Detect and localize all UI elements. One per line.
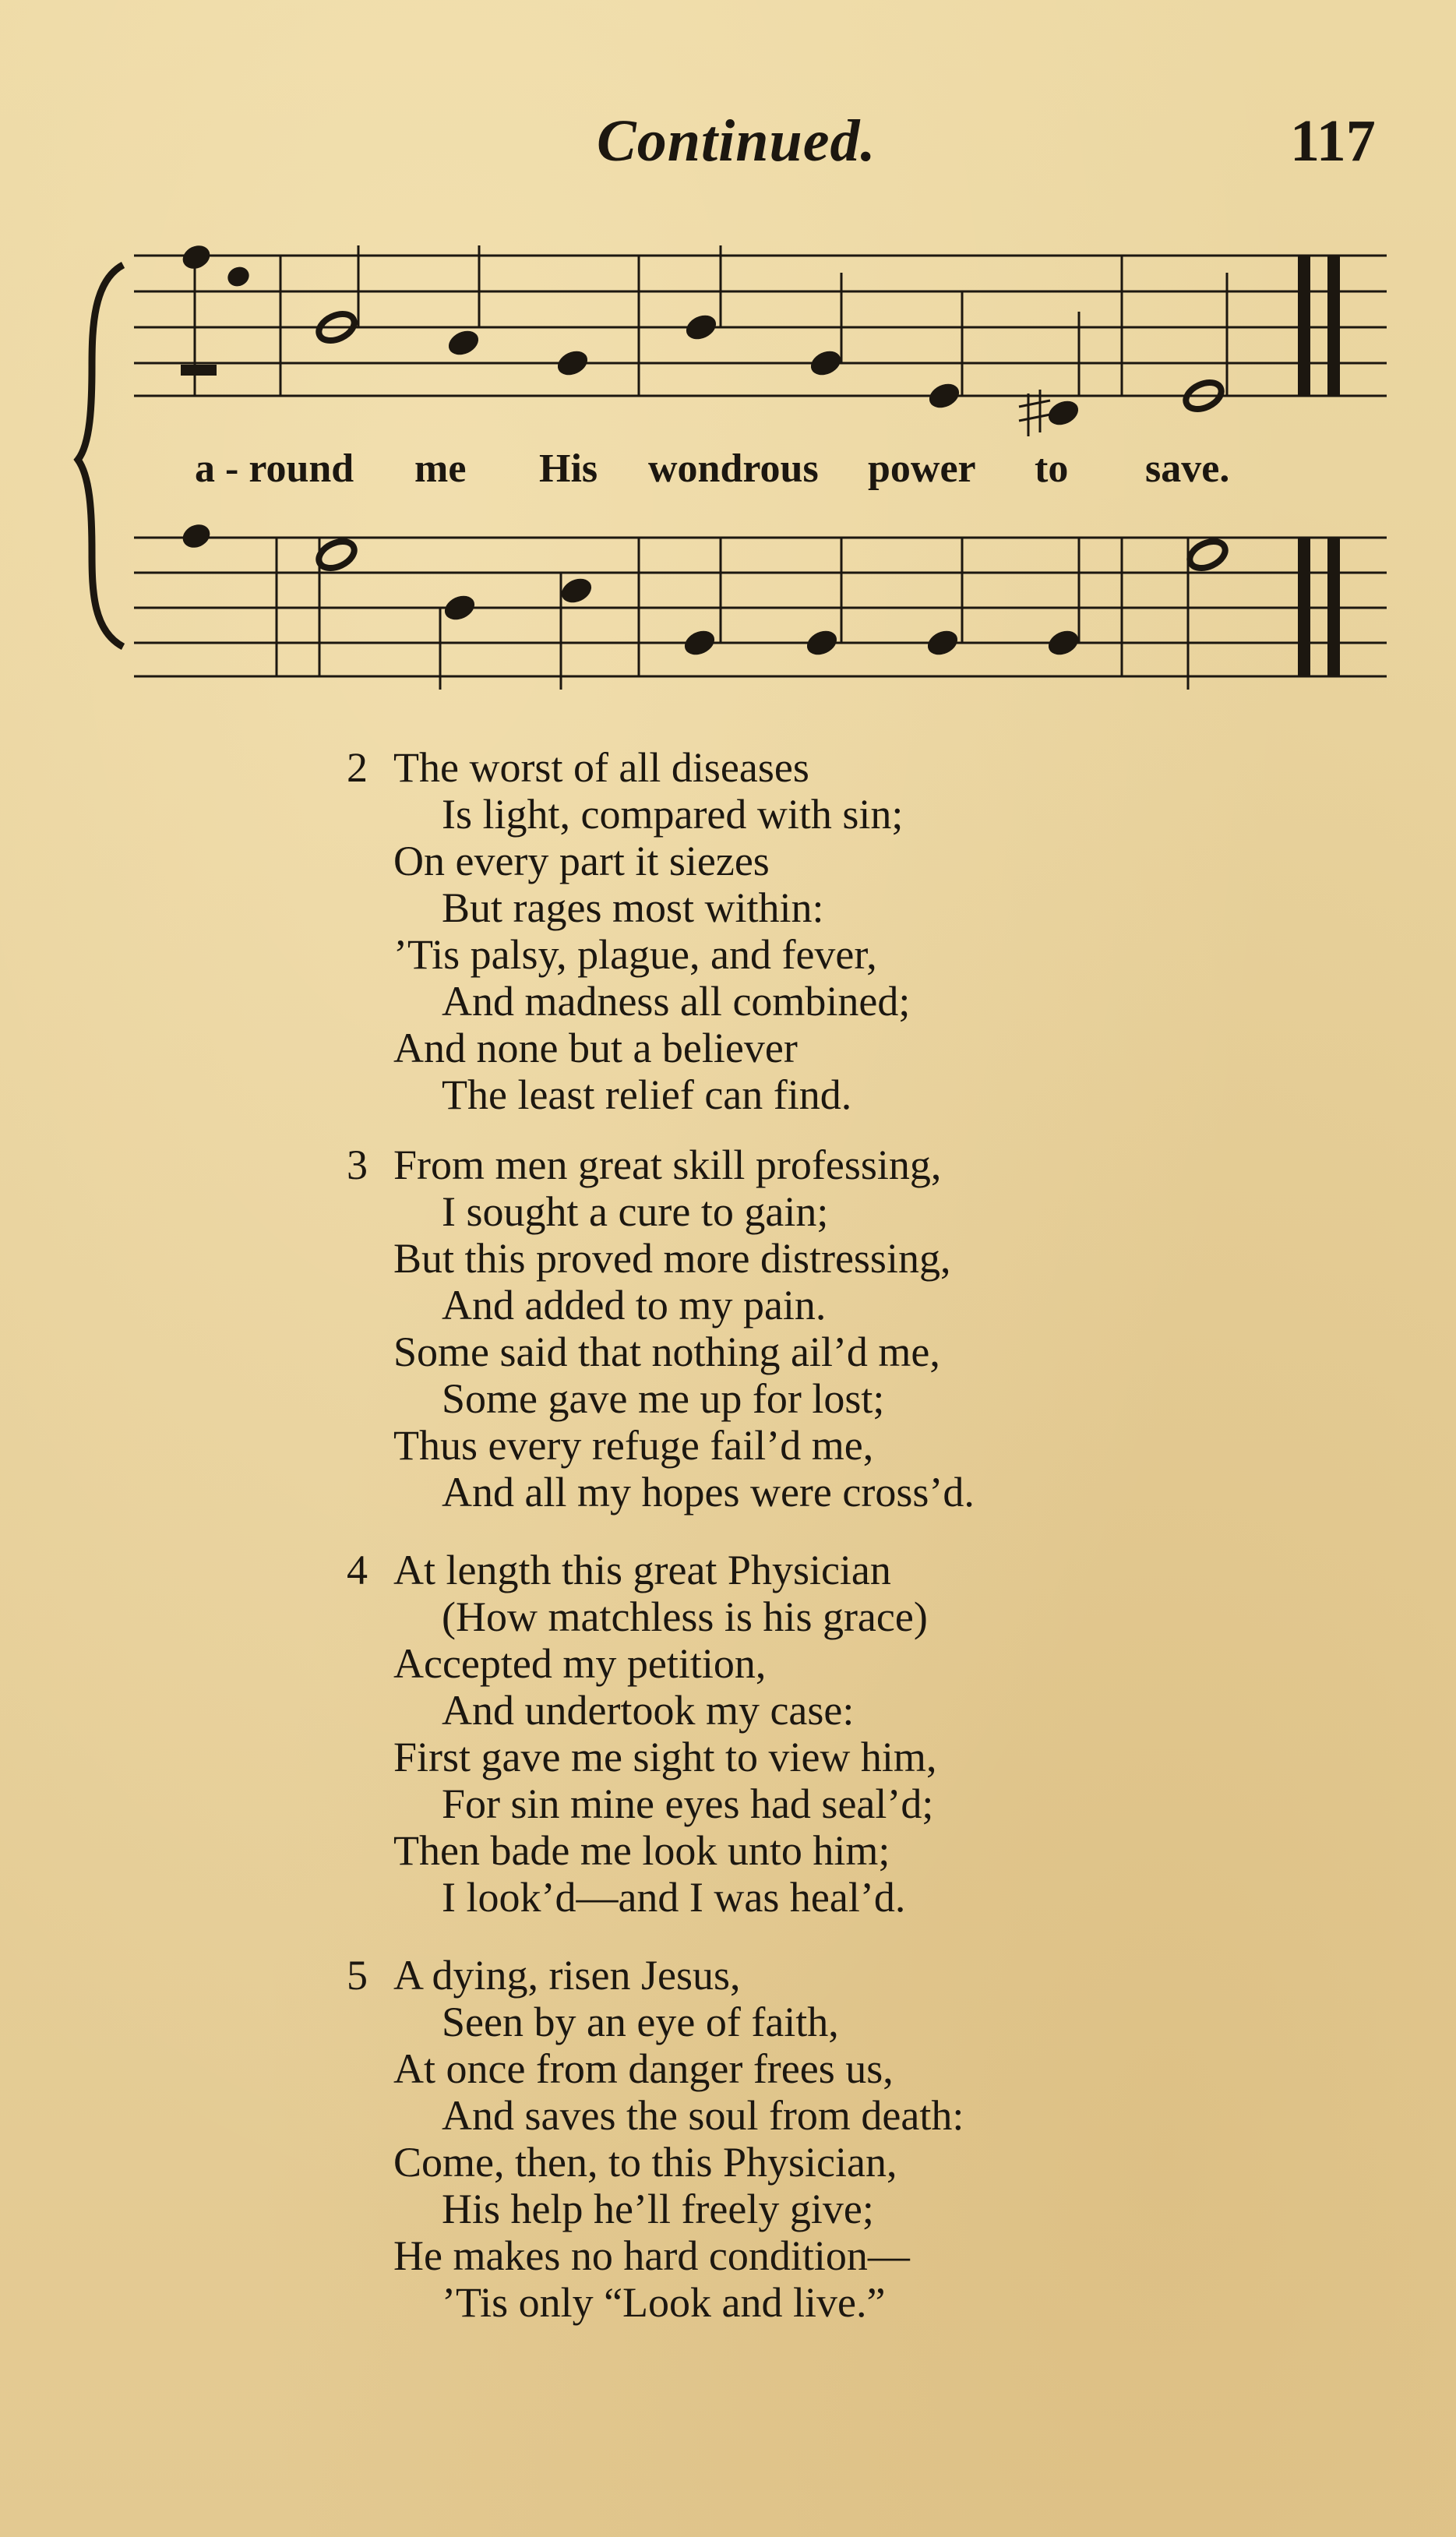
- lyric-syllable: wondrous: [648, 446, 819, 491]
- final-barline-lower: [1298, 538, 1310, 676]
- verse-line: For sin mine eyes had seal’d;: [442, 1780, 934, 1827]
- note: [1045, 626, 1082, 659]
- verse-line: First gave me sight to view him,: [393, 1734, 937, 1780]
- note: [924, 626, 961, 659]
- verse-line: And none but a believer: [393, 1025, 798, 1071]
- note: [682, 311, 720, 344]
- note: [807, 347, 844, 379]
- verse-line: Some said that nothing ail’d me,: [393, 1328, 940, 1375]
- running-head: Continued.: [597, 108, 876, 174]
- stanza-4: [347, 1547, 1266, 1921]
- verse-line: And saves the soul from death:: [442, 2092, 964, 2139]
- verse-line: ’Tis only “Look and live.”: [442, 2279, 886, 2326]
- stanza-3: [347, 1141, 1266, 1515]
- final-barline-upper: [1298, 256, 1310, 396]
- verse-line: At once from danger frees us,: [393, 2045, 894, 2092]
- verse-line: But this proved more distressing,: [393, 1235, 951, 1282]
- music-lyrics: [0, 446, 1456, 500]
- note: [1186, 536, 1229, 573]
- verse-line: And added to my pain.: [442, 1282, 827, 1328]
- lyric-syllable: me: [414, 446, 467, 491]
- verse-line: The worst of all diseases: [393, 744, 809, 791]
- note: [441, 591, 478, 624]
- note: [803, 626, 841, 659]
- verse-line: His help he’ll freely give;: [442, 2186, 874, 2232]
- music-score: [0, 0, 1456, 740]
- verse-line: (How matchless is his grace): [442, 1593, 928, 1640]
- lyric-syllable: save.: [1145, 446, 1230, 491]
- stanza-number: 2: [347, 744, 368, 791]
- verse-line: He makes no hard condition—: [393, 2232, 910, 2279]
- verse-line: And madness all combined;: [442, 978, 911, 1025]
- verse-line: And undertook my case:: [442, 1687, 855, 1734]
- stanza-number: 3: [347, 1141, 368, 1188]
- stanza-2: [347, 744, 1266, 1118]
- verse-line: Seen by an eye of faith,: [442, 1999, 839, 2045]
- note: [179, 242, 213, 273]
- note: [315, 536, 358, 573]
- lower-notes: [179, 520, 1229, 659]
- note: [179, 520, 213, 552]
- verse-line: ’Tis palsy, plague, and fever,: [393, 931, 877, 978]
- verse-line: Then bade me look unto him;: [393, 1827, 890, 1874]
- final-barline-upper-2: [1327, 256, 1340, 396]
- note: [925, 379, 963, 412]
- verse-line: But rages most within:: [442, 884, 824, 931]
- final-barline-lower-2: [1327, 538, 1340, 676]
- verse-line: Thus every refuge fail’d me,: [393, 1422, 874, 1469]
- note: [445, 326, 482, 359]
- verse-line: The least relief can find.: [442, 1071, 852, 1118]
- lyric-syllable: His: [539, 446, 598, 491]
- lyric-syllable: a - round: [195, 446, 354, 491]
- note: [224, 263, 252, 290]
- note: [681, 626, 718, 659]
- verse-line: A dying, risen Jesus,: [393, 1952, 741, 1999]
- verse-line: Is light, compared with sin;: [442, 791, 904, 838]
- verse-line: From men great skill professing,: [393, 1141, 942, 1188]
- stanza-5: [347, 1952, 1266, 2326]
- verse-line: And all my hopes were cross’d.: [442, 1469, 975, 1515]
- verse-line: Some gave me up for lost;: [442, 1375, 885, 1422]
- page-number: 117: [1290, 108, 1376, 174]
- note: [558, 574, 595, 607]
- note: [554, 347, 591, 379]
- verse-line: Come, then, to this Physician,: [393, 2139, 897, 2186]
- upper-notes: [179, 242, 1225, 429]
- rest: [181, 365, 217, 376]
- verse-line: At length this great Physician: [393, 1547, 891, 1593]
- stanza-number: 4: [347, 1547, 368, 1593]
- lyric-syllable: power: [868, 446, 976, 491]
- verse-line: On every part it siezes: [393, 838, 770, 884]
- lyric-syllable: to: [1035, 446, 1069, 491]
- verse-line: I sought a cure to gain;: [442, 1188, 829, 1235]
- verse-line: I look’d—and I was heal’d.: [442, 1874, 906, 1921]
- verse-line: Accepted my petition,: [393, 1640, 767, 1687]
- stanza-number: 5: [347, 1952, 368, 1999]
